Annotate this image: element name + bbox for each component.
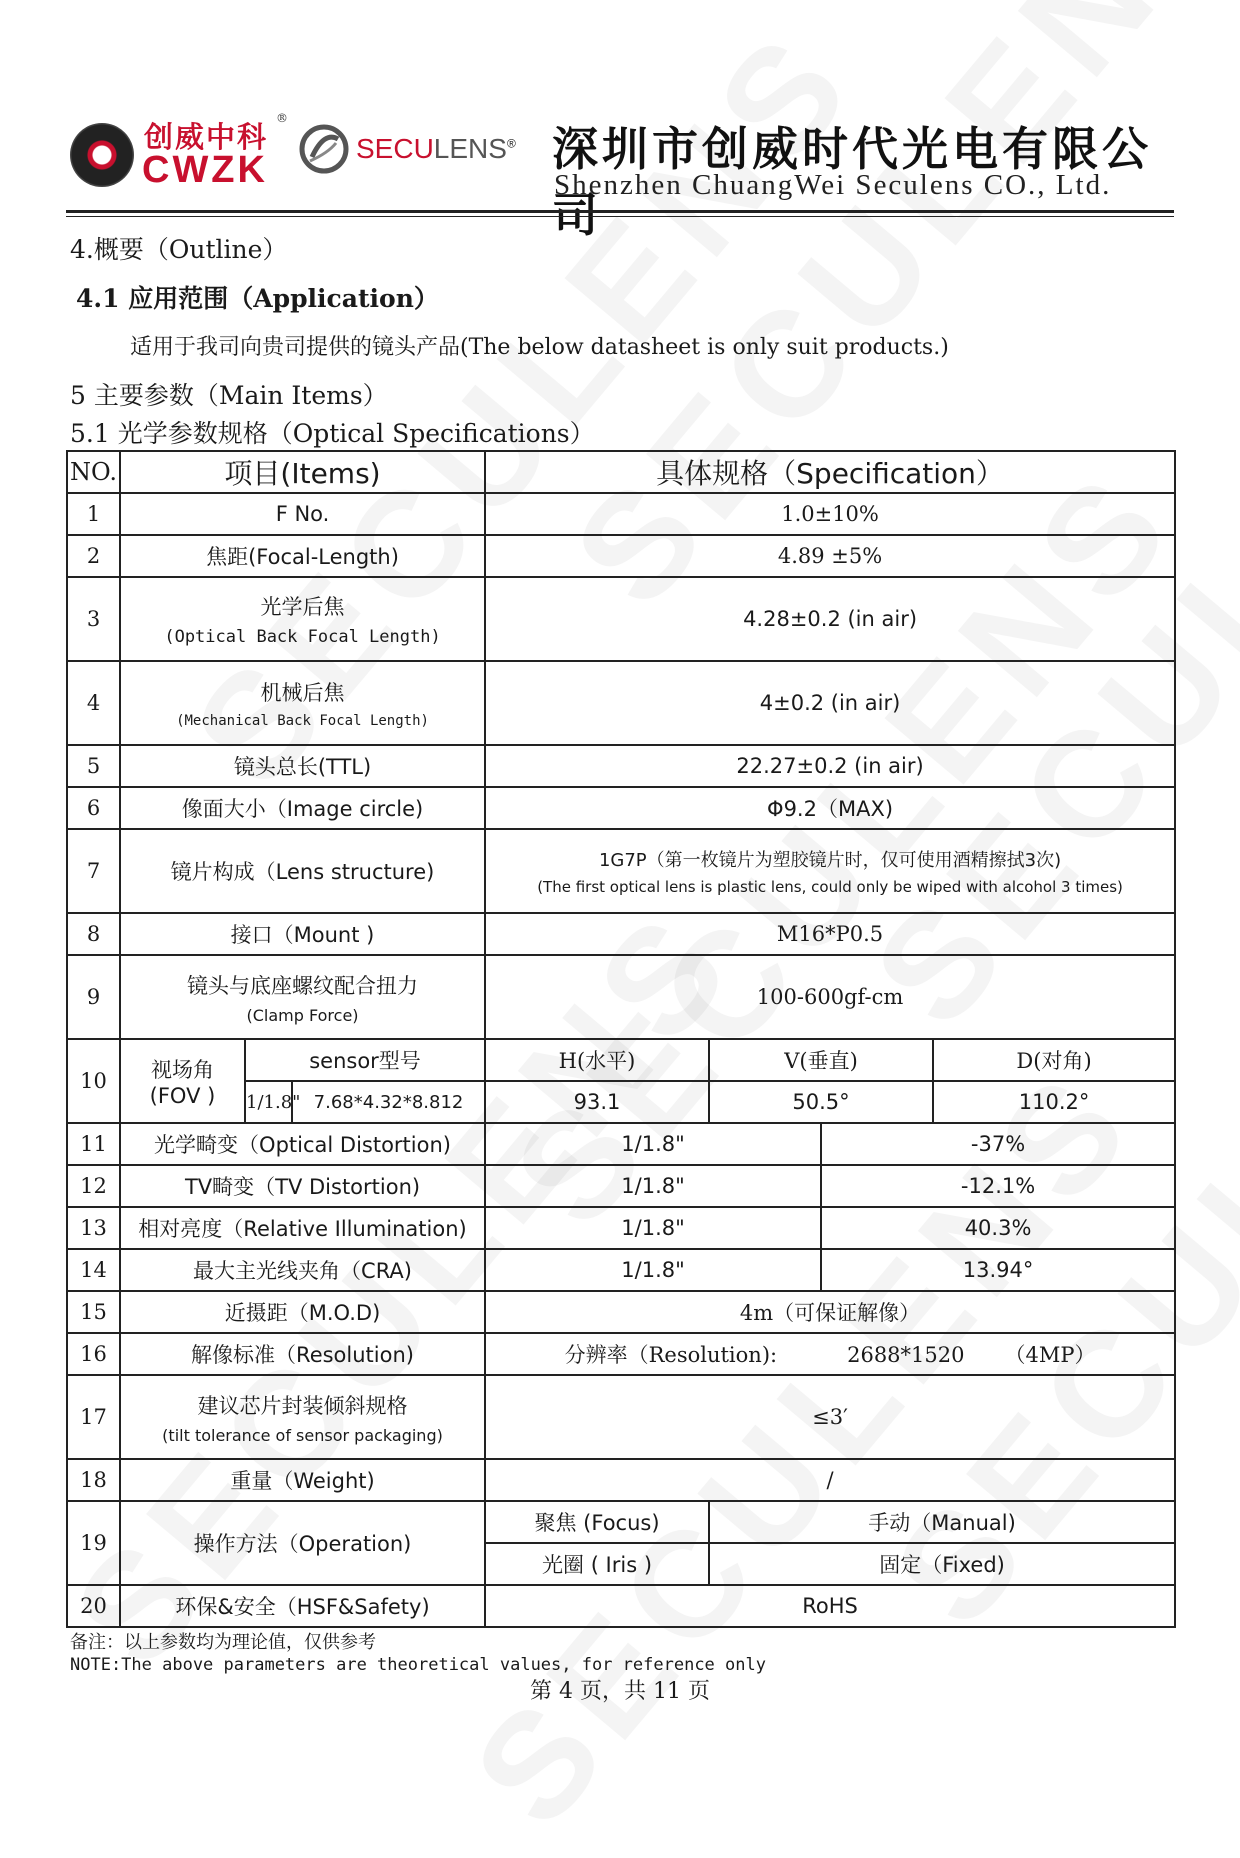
header-rule xyxy=(66,216,1174,217)
section-heading-4-1: 4.1 应用范围（Application） xyxy=(76,284,439,313)
item-cell: 像面大小（Image circle) xyxy=(120,787,485,829)
spec-label: 1G7P（第一枚镜片为塑胶镜片时，仅可使用酒精擦拭3次) xyxy=(598,850,1062,871)
spec-cell xyxy=(485,1333,1175,1375)
company-name-en: Shenzhen ChuangWei Seculens CO., Ltd. xyxy=(554,169,1112,201)
row-no: 8 xyxy=(67,913,120,955)
item-cell: 近摄距（M.O.D) xyxy=(120,1291,485,1333)
row-no: 15 xyxy=(67,1291,120,1333)
spec-cell: 4.89 ±5% xyxy=(485,535,1175,577)
section-heading-4: 4.概要（Outline） xyxy=(70,235,288,264)
focus-label: 聚焦 (Focus) xyxy=(485,1501,709,1543)
row-no: 7 xyxy=(67,829,120,913)
spec-cell: 100-600gf-cm xyxy=(485,955,1175,1039)
resolution-label: 分辨率（Resolution): xyxy=(564,1343,778,1367)
item-cell: 最大主光线夹角（CRA) xyxy=(120,1249,485,1291)
item-sublabel: (Optical Back Focal Length) xyxy=(164,627,441,647)
row-no: 6 xyxy=(67,787,120,829)
row-no: 3 xyxy=(67,577,120,661)
spec-sublabel: (The first optical lens is plastic lens, could only be wiped with alcohol 3 times) xyxy=(537,878,1123,896)
fov-d-label: D(对角) xyxy=(933,1039,1175,1081)
table-row xyxy=(67,1039,1175,1081)
item-sublabel: (Clamp Force) xyxy=(246,1005,359,1025)
logo-en-text: CWZK xyxy=(142,149,268,191)
item-cell: 镜头总长(TTL) xyxy=(120,745,485,787)
item-cell: TV畸变（TV Distortion) xyxy=(120,1165,485,1207)
spec-cell: Φ9.2（MAX) xyxy=(485,787,1175,829)
section-heading-5: 5 主要参数（Main Items） xyxy=(70,381,388,410)
iris-value: 固定（Fixed) xyxy=(709,1543,1175,1585)
item-label: 机械后焦 xyxy=(260,681,345,705)
company-name-cn: 深圳市创威时代光电有限公司 xyxy=(552,122,1152,242)
row-no: 11 xyxy=(67,1123,120,1165)
row-no: 4 xyxy=(67,661,120,745)
item-sublabel: (FOV ) xyxy=(149,1084,216,1108)
item-cell: F No. xyxy=(120,493,485,535)
row-no: 5 xyxy=(67,745,120,787)
item-cell: 重量（Weight) xyxy=(120,1459,485,1501)
spec-cell: ≤3′ xyxy=(485,1375,1175,1459)
table-row xyxy=(67,1291,1175,1333)
letterhead xyxy=(66,105,1174,242)
value-cell: -12.1% xyxy=(821,1165,1175,1207)
item-label: 镜头与底座螺纹配合扭力 xyxy=(187,973,419,998)
fov-h-label: H(水平) xyxy=(485,1039,709,1081)
item-label: 光学后焦 xyxy=(260,595,345,619)
spec-cell: 4±0.2 (in air) xyxy=(485,661,1175,745)
table-row xyxy=(67,661,1175,745)
spec-cell: 4.28±0.2 (in air) xyxy=(485,577,1175,661)
fov-h-value: 93.1 xyxy=(485,1081,709,1123)
row-no: 9 xyxy=(67,955,120,1039)
item-cell: 解像标准（Resolution) xyxy=(120,1333,485,1375)
seculens-gray-text: LENS xyxy=(433,133,507,164)
header-items: 项目(Items) xyxy=(120,451,485,493)
item-label: 建议芯片封装倾斜规格 xyxy=(197,1393,408,1418)
section-4-1-body: 适用于我司向贵司提供的镜头产品(The below datasheet is only suit products.) xyxy=(130,335,949,360)
table-row xyxy=(67,787,1175,829)
header-rule xyxy=(66,210,1174,213)
table-row xyxy=(67,1123,1175,1165)
row-no: 12 xyxy=(67,1165,120,1207)
registered-mark: ® xyxy=(276,111,288,125)
item-cell: 焦距(Focal-Length) xyxy=(120,535,485,577)
cwzk-logo-icon xyxy=(70,123,134,187)
header-no: NO. xyxy=(67,451,120,493)
fov-d-value: 110.2° xyxy=(933,1081,1175,1123)
item-cell xyxy=(120,1375,485,1459)
table-header-row xyxy=(67,451,1175,493)
row-no: 16 xyxy=(67,1333,120,1375)
table-row xyxy=(67,745,1175,787)
resolution-value: 2688*1520 xyxy=(847,1343,965,1367)
logo-cn-text: 创威中科 xyxy=(144,120,269,154)
table-row xyxy=(67,1375,1175,1459)
spec-cell: RoHS xyxy=(485,1585,1175,1627)
sensor-size-cell: 1/1.8" xyxy=(245,1081,292,1123)
note-en: NOTE:The above parameters are theoretical values, for reference only xyxy=(70,1655,766,1675)
item-cell: 操作方法（Operation) xyxy=(120,1501,485,1585)
table-row xyxy=(67,913,1175,955)
iris-label: 光圈 ( Iris ) xyxy=(485,1543,709,1585)
row-no: 17 xyxy=(67,1375,120,1459)
fov-label-cell xyxy=(120,1039,245,1123)
table-row xyxy=(67,1459,1175,1501)
table-row xyxy=(67,829,1175,913)
item-label: 视场角 xyxy=(151,1058,214,1082)
table-row xyxy=(67,955,1175,1039)
table-row xyxy=(67,1165,1175,1207)
row-no: 10 xyxy=(67,1039,120,1123)
fov-v-label: V(垂直) xyxy=(709,1039,933,1081)
resolution-mp: （4MP） xyxy=(1004,1343,1096,1367)
seculens-wordmark xyxy=(356,133,516,165)
spec-cell: M16*P0.5 xyxy=(485,913,1175,955)
row-no: 13 xyxy=(67,1207,120,1249)
page-number: 第 4 页，共 11 页 xyxy=(530,1679,710,1704)
item-cell: 镜片构成（Lens structure) xyxy=(120,829,485,913)
optical-spec-table xyxy=(66,450,1176,1628)
note-cn: 备注：以上参数均为理论值，仅供参考 xyxy=(70,1632,376,1653)
item-cell: 相对亮度（Relative Illumination) xyxy=(120,1207,485,1249)
table-row xyxy=(67,1333,1175,1375)
focus-value: 手动（Manual) xyxy=(709,1501,1175,1543)
value-cell: 13.94° xyxy=(821,1249,1175,1291)
row-no: 2 xyxy=(67,535,120,577)
sensor-label-cell: sensor型号 xyxy=(245,1039,485,1081)
spec-cell: 1.0±10% xyxy=(485,493,1175,535)
item-cell: 光学畸变（Optical Distortion) xyxy=(120,1123,485,1165)
item-cell: 环保&安全（HSF&Safety) xyxy=(120,1585,485,1627)
row-no: 14 xyxy=(67,1249,120,1291)
table-row xyxy=(67,493,1175,535)
spec-cell xyxy=(485,829,1175,913)
sensor-dims-cell: 7.68*4.32*8.812 xyxy=(292,1081,485,1123)
table-row xyxy=(67,1585,1175,1627)
row-no: 1 xyxy=(67,493,120,535)
table-row xyxy=(67,1249,1175,1291)
size-cell: 1/1.8" xyxy=(485,1123,821,1165)
item-cell xyxy=(120,955,485,1039)
row-no: 18 xyxy=(67,1459,120,1501)
size-cell: 1/1.8" xyxy=(485,1249,821,1291)
fov-v-value: 50.5° xyxy=(709,1081,933,1123)
seculens-red-text: SECU xyxy=(356,133,434,164)
item-sublabel: (Mechanical Back Focal Length) xyxy=(176,713,429,729)
seculens-logo-icon xyxy=(298,123,350,175)
table-row xyxy=(67,577,1175,661)
section-heading-5-1: 5.1 光学参数规格（Optical Specifications） xyxy=(70,419,595,448)
registered-mark: ® xyxy=(506,136,516,151)
item-cell: 接口（Mount ) xyxy=(120,913,485,955)
size-cell: 1/1.8" xyxy=(485,1165,821,1207)
spec-cell: 22.27±0.2 (in air) xyxy=(485,745,1175,787)
value-cell: -37% xyxy=(821,1123,1175,1165)
item-sublabel: (tilt tolerance of sensor packaging) xyxy=(162,1425,443,1445)
spec-cell: 4m（可保证解像） xyxy=(485,1291,1175,1333)
row-no: 20 xyxy=(67,1585,120,1627)
table-row xyxy=(67,535,1175,577)
item-cell xyxy=(120,661,485,745)
table-row xyxy=(67,1207,1175,1249)
row-no: 19 xyxy=(67,1501,120,1585)
spec-cell: / xyxy=(485,1459,1175,1501)
size-cell: 1/1.8" xyxy=(485,1207,821,1249)
value-cell: 40.3% xyxy=(821,1207,1175,1249)
table-row xyxy=(67,1501,1175,1543)
header-spec: 具体规格（Specification） xyxy=(485,451,1175,493)
item-cell xyxy=(120,577,485,661)
